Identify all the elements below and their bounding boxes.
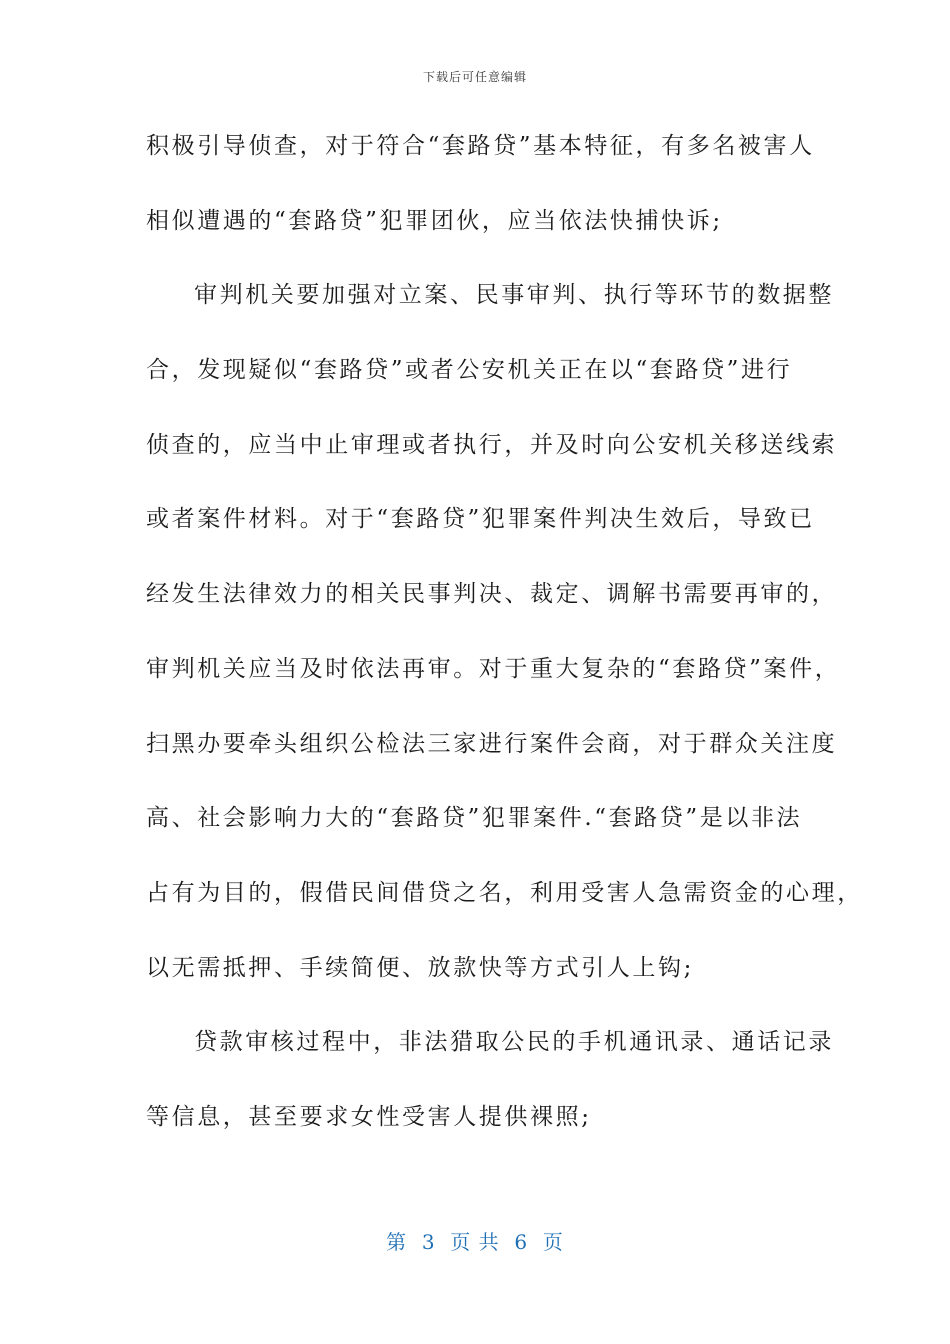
text-line: 合，发现疑似“套路贷”或者公安机关正在以“套路贷”进行 (146, 357, 793, 384)
page-footer (0, 1226, 950, 1255)
text-line: 以无需抵押、手续简便、放款快等方式引人上钩; (146, 954, 694, 981)
text-line: 扫黑办要牵头组织公检法三家进行案件会商，对于群众关注度 (146, 730, 838, 757)
page-header (0, 68, 950, 85)
text-line: 积极引导侦查，对于符合“套路贷”基本特征，有多名被害人 (146, 133, 815, 159)
text-line: 侦查的，应当中止审理或者执行，并及时向公安机关移送线索 (146, 431, 838, 458)
text-line: 等信息，甚至要求女性受害人提供裸照; (146, 1103, 592, 1130)
paragraph-start-line: 贷款审核过程中，非法猎取公民的手机通讯录、通话记录 (194, 1029, 834, 1056)
page-number: 第 3 页 共 6 页 (386, 1230, 564, 1254)
text-line: 经发生法律效力的相关民事判决、裁定、调解书需要再审的， (146, 581, 838, 608)
document-body (146, 124, 863, 1170)
text-line: 高、社会影响力大的“套路贷”犯罪案件.“套路贷”是以非法 (146, 805, 803, 832)
text-line: 相似遭遇的“套路贷”犯罪团伙，应当依法快捕快诉; (146, 207, 723, 234)
text-line: 或者案件材料。对于“套路贷”犯罪案件判决生效后，导致已 (146, 506, 815, 533)
paragraph-start-line: 审判机关要加强对立案、民事审判、执行等环节的数据整 (194, 282, 834, 309)
header-note: 下载后可任意编辑 (422, 70, 527, 84)
text-line: 审判机关应当及时依法再审。对于重大复杂的“套路贷”案件， (146, 655, 841, 682)
text-line: 占有为目的，假借民间借贷之名，利用受害人急需资金的心理， (146, 879, 863, 906)
